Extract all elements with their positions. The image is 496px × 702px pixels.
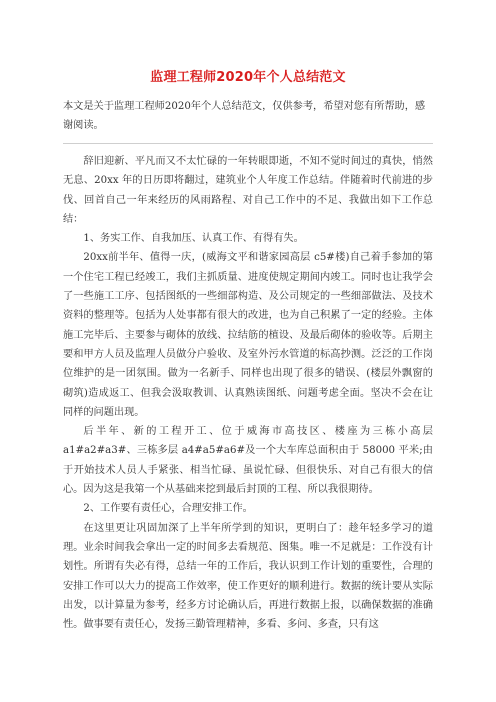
document-intro: 本文是关于监理工程师2020年个人总结范文，仅供参考，希望对您有所帮助，感谢阅读。 <box>63 101 426 131</box>
section-heading: 2、工作要有责任心，合理安排工作。 <box>83 503 253 515</box>
body-paragraph: 后半年、新的工程开工、位于威海市高技区、楼座为三栋小高层 a1#a2#a3#、三栋多层 a4#a5#a6#及一个大车库总面积由于 58000 平米;由于开始技术人员人手紧张、相当忙碌、虽说忙碌、但很快乐、对自己有很大的信心。因为这是我第一个从基础来挖到最后封顶的工程、所以我很期待。 <box>63 426 433 496</box>
section-heading: 1、务实工作、自我加压、认真工作、有得有失。 <box>83 233 304 245</box>
intro-divider <box>63 143 433 144</box>
document-title: 监理工程师2020年个人总结范文 <box>150 70 346 85</box>
document-body <box>63 152 433 634</box>
body-paragraph: 辞旧迎新、平凡而又不太忙碌的一年转眼即逝，不知不觉时间过的真快，悄然无息、20xx 年的日历即将翻过，建筑业个人年度工作总结。伴随着时代前进的步伐、回首自己一年来经历的风雨路程、对自己工作中的不足、我做出如下工作总结： <box>63 156 433 225</box>
body-paragraph: 在这里更让巩固加深了上半年所学到的知识，更明白了：趁年轻多学习的道理。业余时间我会拿出一定的时间多去看规范、图集。唯一不足就是：工作没有计划性。所谓有失必有得，总结一年的工作后，我认识到工作计划的重要性，合理的安排工作可以大力的提高工作效率，使工作更好的顺利进行。数据的统计要从实际出发，以计算量为参考，经多方讨论确认后，再进行数据上报，以确保数据的准确性。做事要有责任心，发扬三勤管理精神，多看、多问、多查，只有这 <box>63 522 433 631</box>
body-paragraph: 20xx前半年、值得一庆，(威海文平和谐家园高层 c5#楼)自己着手参加的第一个住宅工程已经竣工，我们主抓质量、进度使规定期间内竣工。同时也让我学会了一些施工工序、包括图纸的一些细部构造、及公司规定的一些细部做法、及技术资料的整理等。包括为人处事都有很大的改进，也为自己积累了一定的经验。主体施工完毕后、主要参与砌体的放线、拉结筋的植设、及最后砌体的验收等。后期主要和甲方人员及监理人员做分户验收、及室外污水管道的标高抄测。泛泛的工作岗位维护的是一团氛围。做为一名新手、同样也出现了很多的错误、(楼层外飘窗的砌筑)造成返工、但我会汲取教训、认真熟读图纸、问题考虑全面。坚决不会在让同样的问题出现。 <box>63 252 433 418</box>
